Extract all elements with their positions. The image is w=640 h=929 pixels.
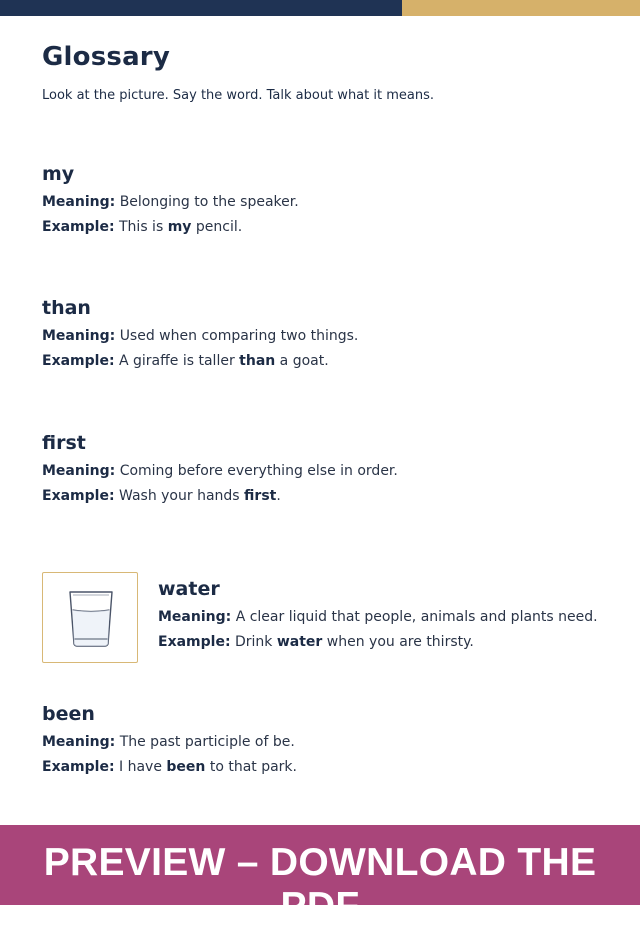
meaning-text: The past participle of be. <box>119 734 295 750</box>
glossary-entry-first <box>42 431 398 505</box>
example-highlight-word: water <box>276 634 323 650</box>
page-subtitle: Look at the picture. Say the word. Talk about what it means. <box>42 88 434 103</box>
meaning-text: A clear liquid that people, animals and plants need. <box>235 609 598 625</box>
meaning-text: Coming before everything else in order. <box>119 463 398 479</box>
entry-example <box>42 218 299 236</box>
meaning-label: Meaning: <box>42 734 116 750</box>
example-label: Example: <box>42 353 115 369</box>
meaning-label: Meaning: <box>158 609 232 625</box>
glossary-entry-than <box>42 296 358 370</box>
entry-example <box>158 633 598 651</box>
entry-word: first <box>42 432 86 454</box>
entry-example <box>42 352 358 370</box>
top-bar-gold-segment <box>402 0 640 16</box>
example-highlight-word: than <box>239 353 276 369</box>
entry-word: been <box>42 703 95 725</box>
example-text-after: to that park. <box>205 759 297 775</box>
example-highlight-word: first <box>244 488 277 504</box>
entry-meaning <box>42 462 398 480</box>
water-picture-frame <box>42 572 138 663</box>
entry-example <box>42 758 297 776</box>
example-text-before: I have <box>119 759 167 775</box>
top-accent-bar <box>0 0 640 16</box>
example-label: Example: <box>158 634 231 650</box>
glossary-entry-water <box>158 577 598 651</box>
example-text-before: A giraffe is taller <box>119 353 240 369</box>
glossary-entry-been <box>42 702 297 776</box>
glass-of-water-icon <box>43 573 139 664</box>
top-bar-navy-segment <box>0 0 402 16</box>
meaning-label: Meaning: <box>42 328 116 344</box>
example-label: Example: <box>42 488 115 504</box>
example-text-after: . <box>276 488 281 504</box>
example-text-before: This is <box>119 219 168 235</box>
example-label: Example: <box>42 759 115 775</box>
meaning-label: Meaning: <box>42 194 116 210</box>
banner-text: PREVIEW – DOWNLOAD THE PDF <box>43 841 597 928</box>
entry-example <box>42 487 398 505</box>
meaning-text: Used when comparing two things. <box>119 328 359 344</box>
entry-meaning <box>42 733 297 751</box>
example-highlight-word: been <box>166 759 206 775</box>
example-text-after: a goat. <box>275 353 329 369</box>
page-title: Glossary <box>42 42 170 72</box>
entry-word: than <box>42 297 91 319</box>
example-highlight-word: my <box>167 219 192 235</box>
meaning-label: Meaning: <box>42 463 116 479</box>
entry-word: water <box>158 578 220 600</box>
example-text-before: Wash your hands <box>119 488 245 504</box>
example-text-before: Drink <box>235 634 277 650</box>
example-text-after: pencil. <box>191 219 243 235</box>
example-text-after: when you are thirsty. <box>322 634 474 650</box>
preview-download-banner[interactable] <box>0 825 640 928</box>
entry-meaning <box>42 327 358 345</box>
glossary-entry-my <box>42 162 299 236</box>
entry-meaning <box>158 608 598 626</box>
meaning-text: Belonging to the speaker. <box>119 194 299 210</box>
entry-meaning <box>42 193 299 211</box>
entry-word: my <box>42 163 75 185</box>
example-label: Example: <box>42 219 115 235</box>
